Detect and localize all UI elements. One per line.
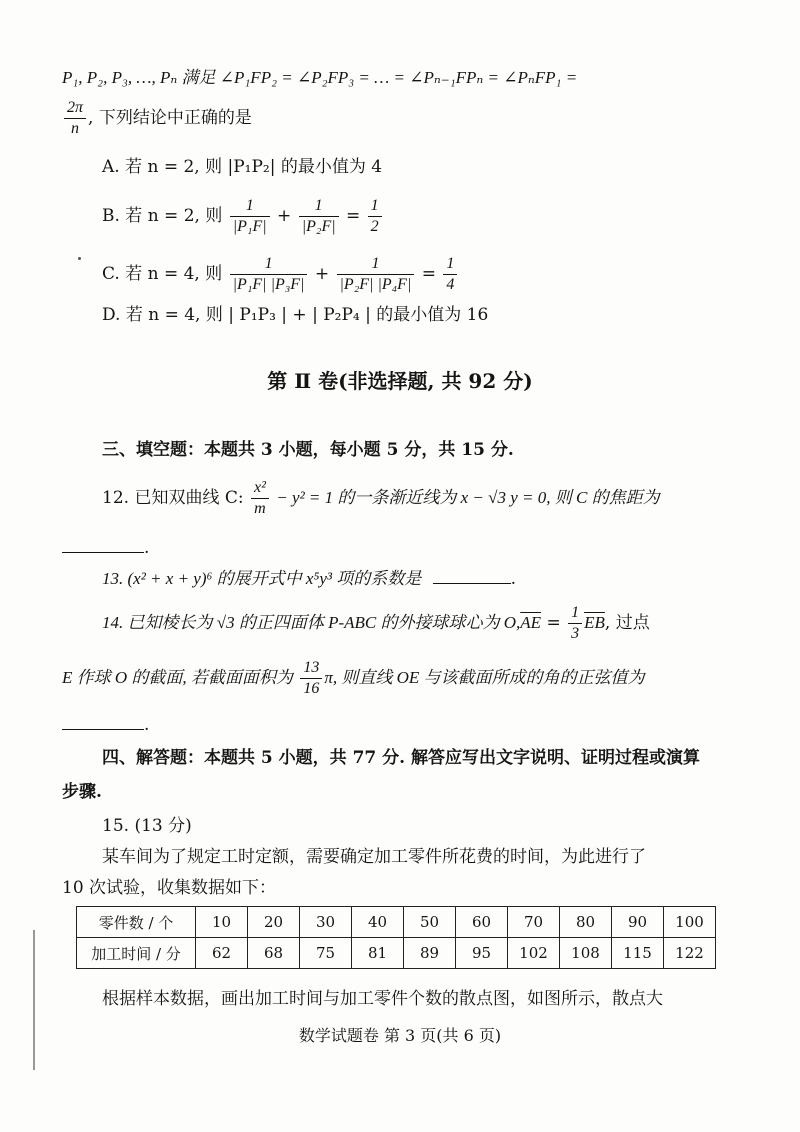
q14-area-fraction: $\frac{13}{16}$ bbox=[300, 658, 322, 699]
table-cell: 70 bbox=[508, 907, 560, 938]
part-4-header-cont: 步骤. bbox=[62, 782, 102, 802]
table-cell: 75 bbox=[300, 938, 352, 969]
q12-fraction: $\frac{\text{x²}}{m}$ bbox=[251, 478, 269, 519]
part-3-header: 三、填空题：本题共 3 小题，每小题 5 分，共 15 分. bbox=[102, 440, 514, 460]
table-header-parts: 零件数 / 个 bbox=[77, 907, 196, 938]
table-cell: 10 bbox=[196, 907, 248, 938]
table-cell: 68 bbox=[248, 938, 300, 969]
q15-paragraph-3: 根据样本数据，画出加工时间与加工零件个数的散点图，如图所示，散点大 bbox=[102, 989, 663, 1009]
table-row-times bbox=[77, 938, 716, 969]
data-table bbox=[76, 906, 716, 969]
table-cell: 102 bbox=[508, 938, 560, 969]
option-b-result: $\frac{1}{2}$ bbox=[368, 196, 382, 237]
option-c: C. 若 n = 4, 则 $\frac{1}{\text{|P₁F| |P₃F|}}$ + $\frac{1}{\text{|P₂F| |P₄F|}}$ = $\frac{1}{4}$ bbox=[102, 254, 459, 295]
question-13: 13. (x² + x + y)⁶ 的展开式中 x⁵y³ 项的系数是 . bbox=[102, 565, 516, 591]
table-cell: 100 bbox=[664, 907, 716, 938]
q13-answer-blank[interactable] bbox=[433, 565, 511, 584]
table-cell: 81 bbox=[352, 938, 404, 969]
option-c-fraction-1: $\frac{1}{\text{|P₁F| |P₃F|}}$ bbox=[230, 254, 308, 295]
section-2-title: 第 Ⅱ 卷(非选择题, 共 92 分) bbox=[267, 369, 533, 393]
table-cell: 30 bbox=[300, 907, 352, 938]
scan-speck bbox=[78, 257, 81, 260]
q14-line-2: E 作球 O 的截面, 若截面面积为 $\frac{13}{16}$ π, 则直线 OE 与该截面所成的角的正弦值为 bbox=[62, 659, 645, 697]
option-c-result: $\frac{1}{4}$ bbox=[443, 254, 457, 295]
table-cell: 60 bbox=[456, 907, 508, 938]
q12-answer-blank[interactable] bbox=[62, 534, 144, 553]
q11-angle-fraction: $\frac{2\pi}{n}$ bbox=[64, 98, 86, 139]
question-14: 14. 已知棱长为 √3 的正四面体 P-ABC 的外接球球心为 $O,\overline{AE}$ = $\frac{1}{3}$ $\overline{EB}$, 过点 bbox=[102, 604, 650, 642]
q15-label: 15. (13 分) bbox=[102, 816, 192, 836]
table-cell: 89 bbox=[404, 938, 456, 969]
table-cell: 80 bbox=[560, 907, 612, 938]
q14-answer-blank[interactable] bbox=[62, 711, 144, 730]
table-cell: 62 bbox=[196, 938, 248, 969]
option-b: B. 若 n = 2, 则 $\frac{1}{\text{|P₁F|}}$ + $\frac{1}{\text{|P₂F|}}$ = $\frac{1}{2}$ bbox=[102, 196, 384, 237]
part-4-header: 四、解答题：本题共 5 小题，共 77 分. 解答应写出文字说明、证明过程或演算 bbox=[102, 748, 700, 768]
table-row-parts bbox=[77, 907, 716, 938]
option-a: A. 若 n = 2, 则 |P₁P₂| 的最小值为 4 bbox=[102, 157, 383, 177]
table-cell: 40 bbox=[352, 907, 404, 938]
table-cell: 108 bbox=[560, 938, 612, 969]
q11-condition-line: P₁, P₂, P₃, …, Pₙ 满足 ∠P₁FP₂ = ∠P₂FP₃ = … = ∠Pₙ₋₁FPₙ = ∠PₙFP₁ = bbox=[62, 68, 578, 87]
margin-line bbox=[33, 930, 35, 1070]
table-cell: 95 bbox=[456, 938, 508, 969]
option-b-fraction-2: $\frac{1}{\text{|P₂F|}}$ bbox=[299, 196, 339, 237]
q14-coefficient: $\frac{1}{3}$ bbox=[568, 603, 582, 644]
option-b-fraction-1: $\frac{1}{\text{|P₁F|}}$ bbox=[230, 196, 270, 237]
table-cell: 20 bbox=[248, 907, 300, 938]
page-footer: 数学试题卷 第 3 页(共 6 页) bbox=[298, 1026, 502, 1045]
option-c-fraction-2: $\frac{1}{\text{|P₂F| |P₄F|}}$ bbox=[337, 254, 415, 295]
table-cell: 122 bbox=[664, 938, 716, 969]
q15-paragraph-1: 某车间为了规定工时定额，需要确定加工零件所花费的时间，为此进行了 bbox=[102, 847, 646, 867]
q15-paragraph-2: 10 次试验，收集数据如下： bbox=[62, 878, 277, 898]
table-cell: 90 bbox=[612, 907, 664, 938]
q14-answer-line: . bbox=[62, 711, 149, 737]
option-d: D. 若 n = 4, 则 | P₁P₃ | + | P₂P₄ | 的最小值为 16 bbox=[102, 305, 489, 325]
q11-question-line: $\frac{2\pi}{n}$ , 下列结论中正确的是 bbox=[62, 98, 252, 139]
question-12: 12. 已知双曲线 C: $\frac{\text{x²}}{m}$ − y² = 1 的一条渐近线为 x − √3 y = 0, 则 C 的焦距为 bbox=[102, 479, 660, 517]
table-cell: 50 bbox=[404, 907, 456, 938]
table-header-times: 加工时间 / 分 bbox=[77, 938, 196, 969]
q12-answer-line: . bbox=[62, 534, 149, 560]
table-cell: 115 bbox=[612, 938, 664, 969]
